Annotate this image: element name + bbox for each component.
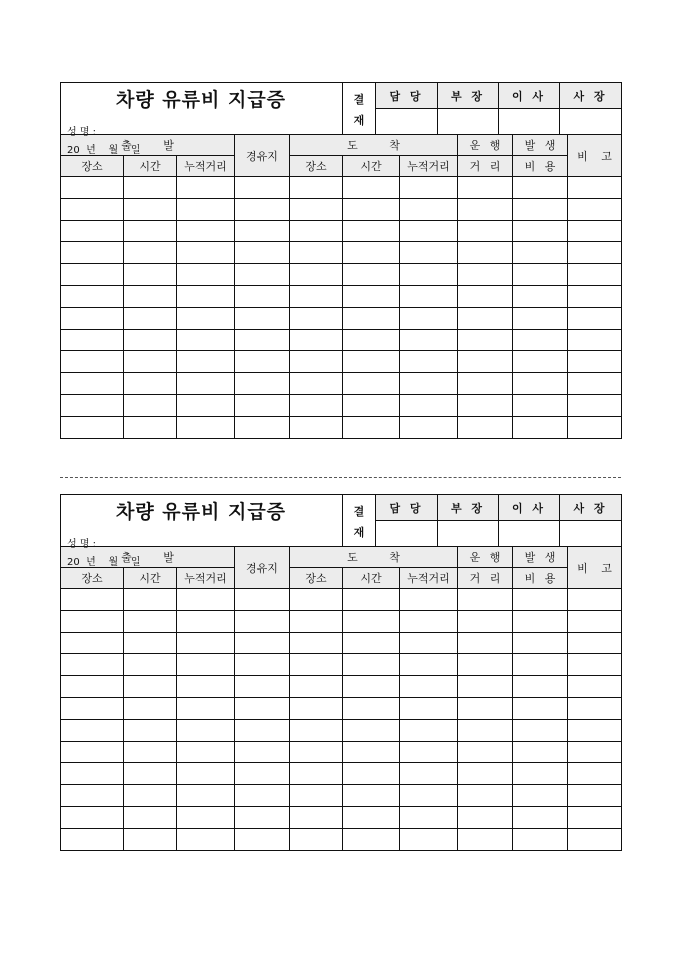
table-row[interactable] <box>61 785 622 807</box>
departure-place-header: 장소 <box>61 568 124 589</box>
approval-label <box>343 495 376 547</box>
remarks-header: 비 고 <box>568 547 622 589</box>
arrival-odometer-header: 누적거리 <box>400 568 458 589</box>
refuel-stop-header: 경유지 <box>235 135 290 177</box>
vehicle-fuel-voucher-form-2 <box>60 494 621 851</box>
approval-role-staff: 담 당 <box>376 495 438 521</box>
table-row[interactable] <box>61 177 622 199</box>
table-row[interactable] <box>61 351 622 373</box>
cost-header-top: 발 생 <box>513 135 568 156</box>
approval-label-top: 결 <box>353 93 365 106</box>
form-title: 차량 유류비 지급증 <box>115 501 287 523</box>
form-title: 차량 유류비 지급증 <box>115 89 287 111</box>
remarks-header: 비 고 <box>568 135 622 177</box>
departure-odometer-header: 누적거리 <box>177 568 235 589</box>
arrival-header: 도 착 <box>290 135 458 156</box>
table-row[interactable] <box>61 373 622 395</box>
arrival-place-header: 장소 <box>290 156 343 177</box>
departure-odometer-header: 누적거리 <box>177 156 235 177</box>
approval-label-top: 결 <box>353 505 365 518</box>
trip-log-table <box>60 546 622 851</box>
approval-role-director: 이 사 <box>499 83 560 109</box>
table-row[interactable] <box>61 806 622 828</box>
departure-place-header: 장소 <box>61 156 124 177</box>
date-line: 20 년 월 일 <box>67 145 141 156</box>
table-row[interactable] <box>61 285 622 307</box>
table-row[interactable] <box>61 654 622 676</box>
table-row[interactable] <box>61 589 622 611</box>
approval-role-president: 사 장 <box>560 83 622 109</box>
table-row[interactable] <box>61 697 622 719</box>
approval-label <box>343 83 376 135</box>
arrival-time-header: 시간 <box>343 156 400 177</box>
approval-label-bottom: 재 <box>353 114 365 127</box>
departure-time-header: 시간 <box>124 156 177 177</box>
cost-header-top: 발 생 <box>513 547 568 568</box>
operation-header-top: 운 행 <box>458 135 513 156</box>
signature-box-director[interactable] <box>499 521 560 547</box>
date-line: 20 년 월 일 <box>67 557 141 568</box>
departure-header: 출 발 <box>61 135 235 156</box>
signature-box-president[interactable] <box>560 521 622 547</box>
operation-header-bottom: 거 리 <box>458 568 513 589</box>
signature-box-president[interactable] <box>560 109 622 135</box>
table-row[interactable] <box>61 416 622 438</box>
arrival-time-header: 시간 <box>343 568 400 589</box>
table-row[interactable] <box>61 719 622 741</box>
signature-box-staff[interactable] <box>376 521 438 547</box>
approval-role-president: 사 장 <box>560 495 622 521</box>
vehicle-fuel-voucher-form-1 <box>60 82 621 439</box>
departure-time-header: 시간 <box>124 568 177 589</box>
arrival-header: 도 착 <box>290 547 458 568</box>
table-row[interactable] <box>61 307 622 329</box>
table-row[interactable] <box>61 394 622 416</box>
signature-box-director[interactable] <box>499 109 560 135</box>
name-label: 성 명 : <box>67 127 97 138</box>
signature-box-manager[interactable] <box>438 521 499 547</box>
approval-label-bottom: 재 <box>353 526 365 539</box>
signature-box-staff[interactable] <box>376 109 438 135</box>
cost-header-bottom: 비 용 <box>513 568 568 589</box>
operation-header-bottom: 거 리 <box>458 156 513 177</box>
departure-header: 출 발 <box>61 547 235 568</box>
arrival-place-header: 장소 <box>290 568 343 589</box>
approval-role-staff: 담 당 <box>376 83 438 109</box>
table-row[interactable] <box>61 763 622 785</box>
trip-log-table <box>60 134 622 439</box>
approval-role-director: 이 사 <box>499 495 560 521</box>
table-row[interactable] <box>61 329 622 351</box>
refuel-stop-header: 경유지 <box>235 547 290 589</box>
arrival-odometer-header: 누적거리 <box>400 156 458 177</box>
signature-box-manager[interactable] <box>438 109 499 135</box>
table-row[interactable] <box>61 676 622 698</box>
approval-role-manager: 부 장 <box>438 495 499 521</box>
table-row[interactable] <box>61 828 622 850</box>
table-row[interactable] <box>61 242 622 264</box>
approval-role-manager: 부 장 <box>438 83 499 109</box>
cost-header-bottom: 비 용 <box>513 156 568 177</box>
table-row[interactable] <box>61 220 622 242</box>
operation-header-top: 운 행 <box>458 547 513 568</box>
table-row[interactable] <box>61 264 622 286</box>
table-row[interactable] <box>61 741 622 763</box>
table-row[interactable] <box>61 198 622 220</box>
name-label: 성 명 : <box>67 539 97 550</box>
table-row[interactable] <box>61 632 622 654</box>
cut-line-divider <box>60 477 621 478</box>
table-row[interactable] <box>61 610 622 632</box>
